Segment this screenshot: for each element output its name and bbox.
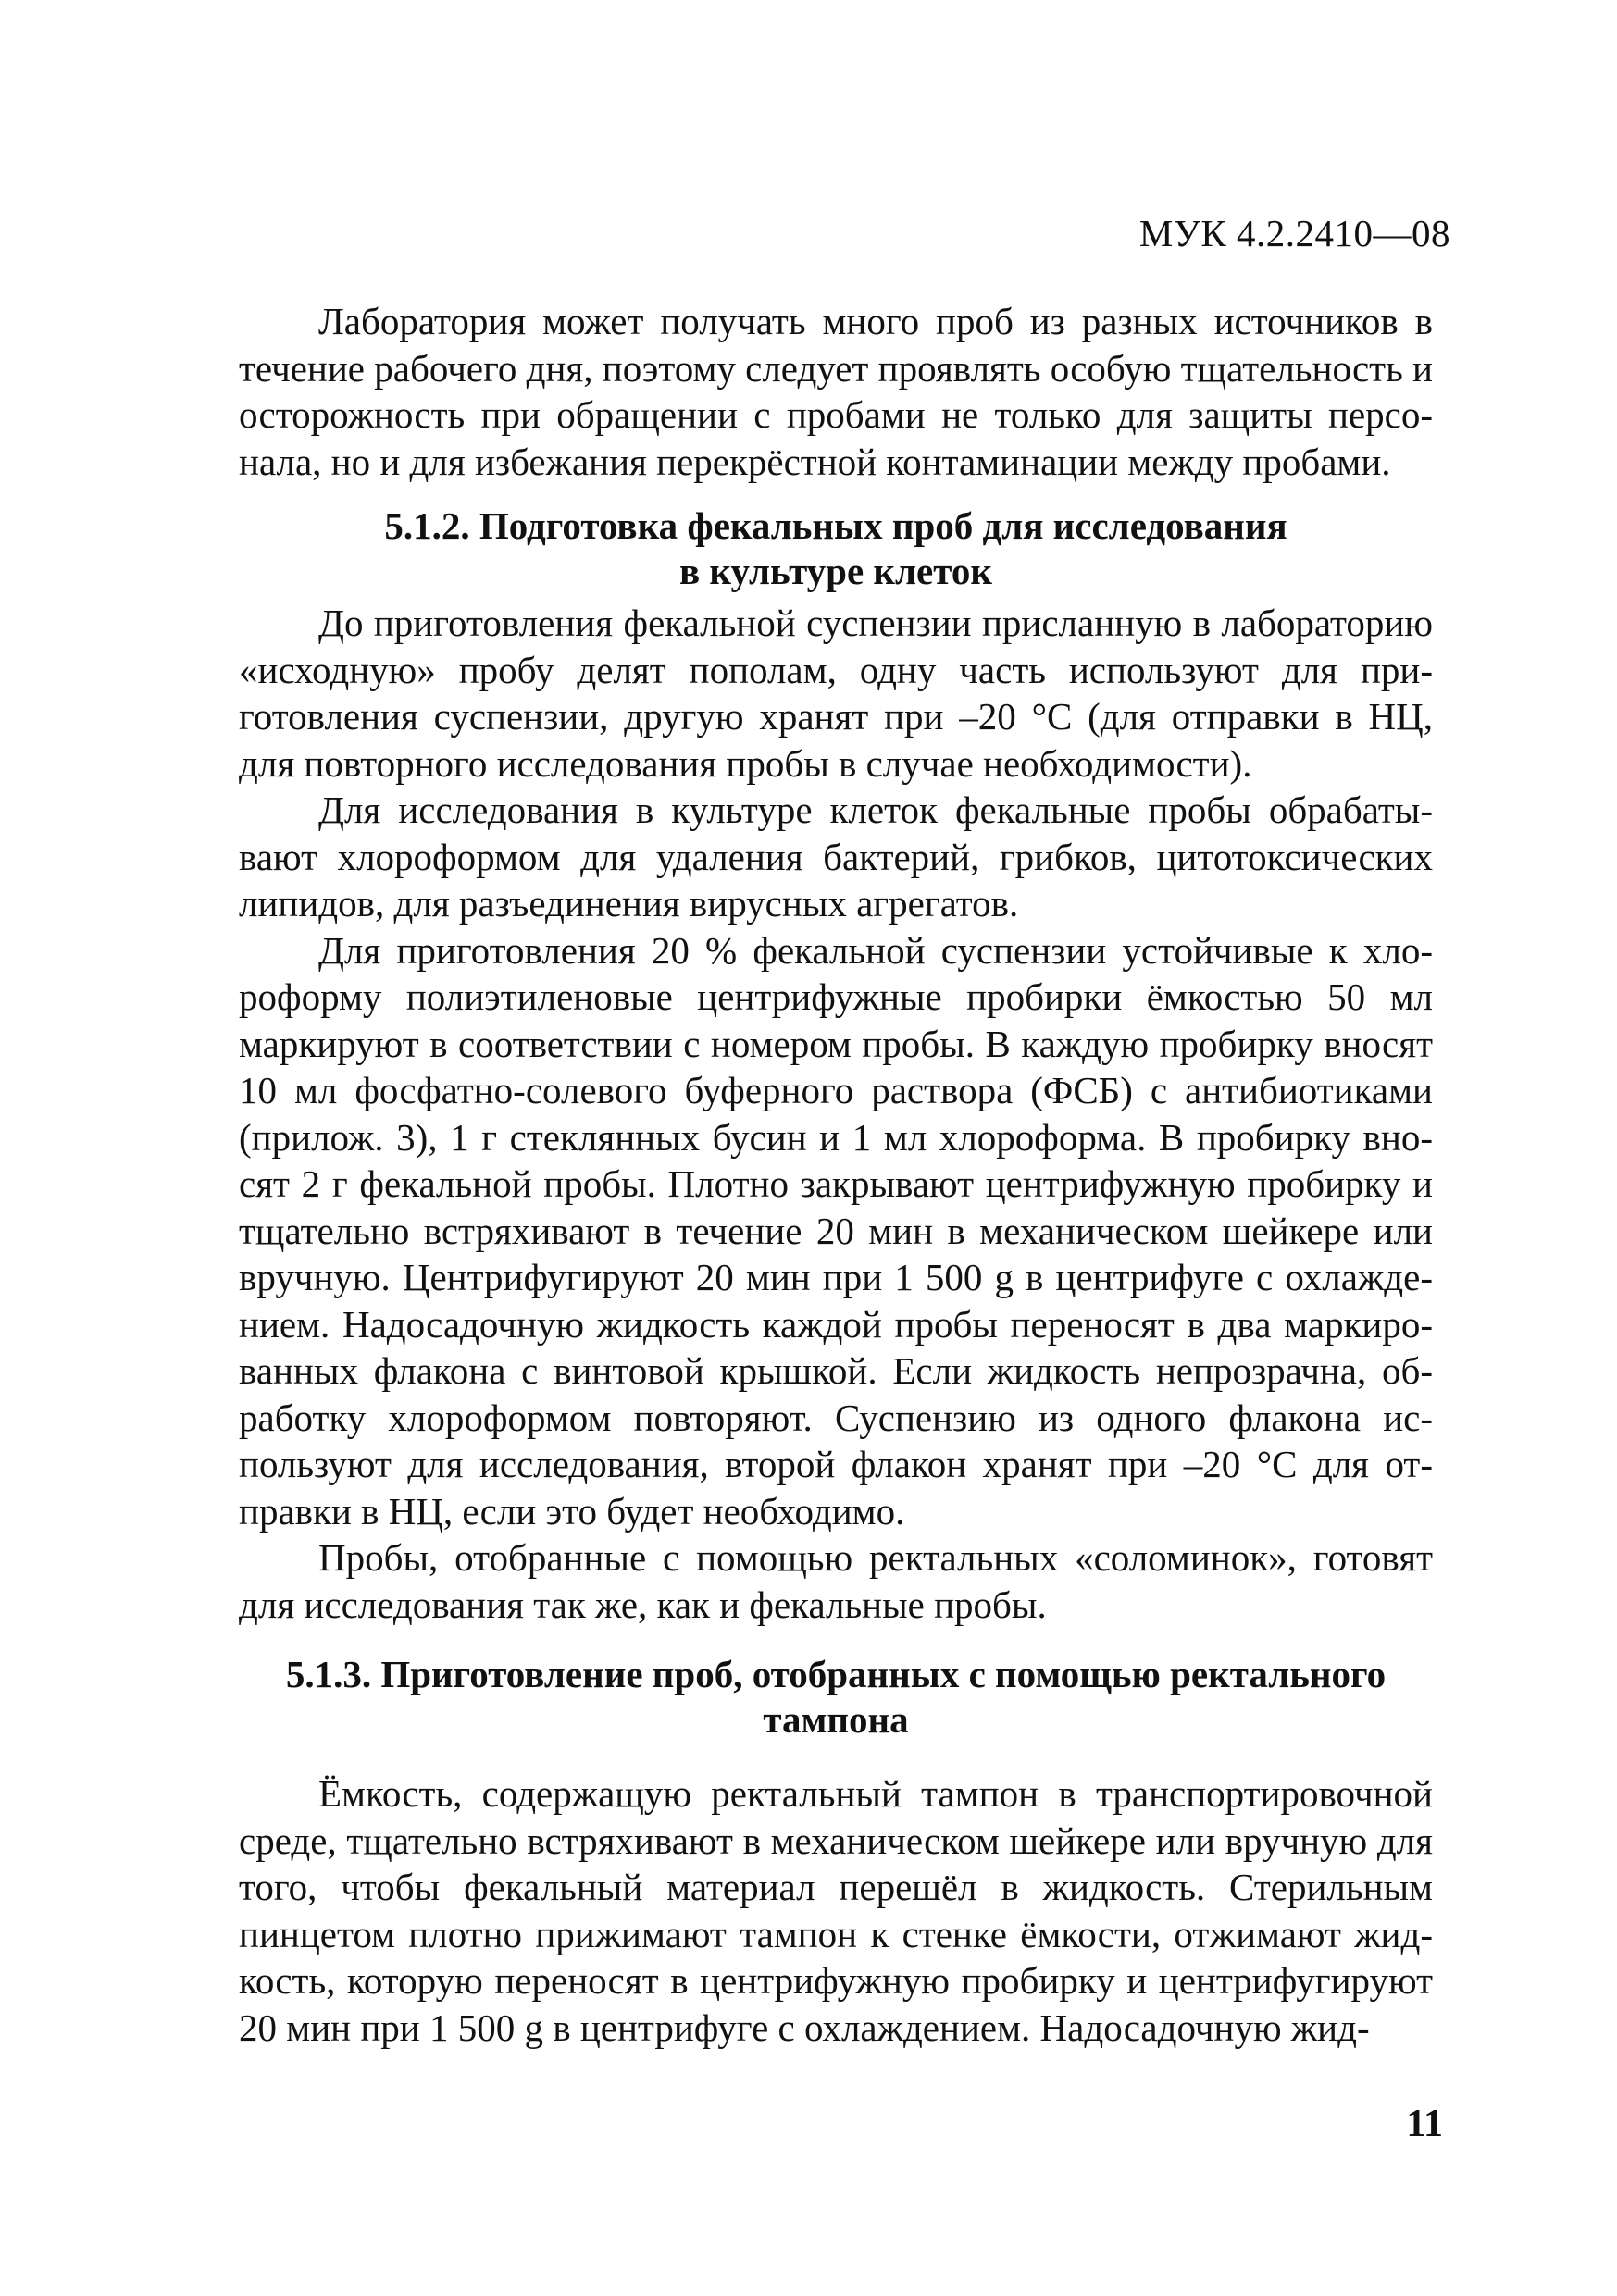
section-5-1-2-paragraph-3: Для приготовления 20 % фекальной суспензии устойчивые к хлороформу полиэтиленовые центрифужные пробирки ёмкостью 50 мл маркируют в соответствии с номером пробы. В каждую пробирку вносят 10 мл фосфатно-солевого буферного раствора (ФСБ) с антибиотиками (прилож. 3), 1 г стеклянных бусин и 1 мл хлороформа. В пробирку вносят 2 г фекальной пробы. Плотно закрывают центрифужную пробирку и тщательно встряхивают в течение 20 мин в механическом шейкере или вручную. Центрифугируют 20 мин при 1 500 g в центрифуге с охлаждением. Надосадочную жидкость каждой пробы переносят в два маркированных флакона с винтовой крышкой. Если жидкость непрозрачна, обработку хлороформом повторяют. Суспензию из одного флакона используют для исследования, второй флакон хранят при –20 °С для отправки в НЦ, если это будет необходимо. <box>239 928 1433 1533</box>
document-code-header: МУК 4.2.2410—08 <box>1138 212 1450 254</box>
section-5-1-2-heading <box>239 503 1433 594</box>
section-5-1-2-title-line1: 5.1.2. Подготовка фекальных проб для исследования <box>384 504 1287 547</box>
page-number: 11 <box>1406 2103 1443 2145</box>
section-5-1-3-title-line2: тампона <box>763 1698 909 1741</box>
section-5-1-2-paragraph-2: Для исследования в культуре клеток фекальные пробы обрабатывают хлороформом для удаления бактерий, грибков, цитотоксических липидов, для разъединения вирусных агрегатов. <box>239 788 1433 925</box>
section-5-1-3-title-line1: 5.1.3. Приготовление проб, отобранных с помощью ректального <box>285 1653 1387 1695</box>
section-5-1-3-paragraph-1: Ёмкость, содержащую ректальный тампон в транспортировочной среде, тщательно встряхивают в механическом шейкере или вручную для того, чтобы фекальный материал перешёл в жидкость. Стерильным пинцетом плотно прижимают тампон к стенке ёмкости, отжимают жидкость, которую переносят в центрифужную пробирку и центрифугируют 20 мин при 1 500 g в центрифуге с охлаждением. Надосадочную жид- <box>239 1772 1433 2049</box>
intro-paragraph: Лаборатория может получать много проб из разных источников в течение рабочего дня, поэтому следует проявлять особую тщательность и осторожность при обращении с пробами не только для защиты персонала, но и для избежания перекрёстной контаминации между пробами. <box>239 300 1433 483</box>
section-5-1-2-paragraph-4: Пробы, отобранные с помощью ректальных «соломинок», готовят для исследования так же, как и фекальные пробы. <box>239 1536 1433 1626</box>
section-5-1-3-heading <box>239 1652 1433 1743</box>
section-5-1-2-paragraph-1: До приготовления фекальной суспензии присланную в лабораторию «исходную» пробу делят пополам, одну часть используют для приготовления суспензии, другую хранят при –20 °С (для отправки в НЦ, для повторного исследования пробы в случае необходимости). <box>239 602 1433 785</box>
section-5-1-2-title-line2: в культуре клеток <box>679 550 992 592</box>
document-body <box>239 298 1433 2051</box>
